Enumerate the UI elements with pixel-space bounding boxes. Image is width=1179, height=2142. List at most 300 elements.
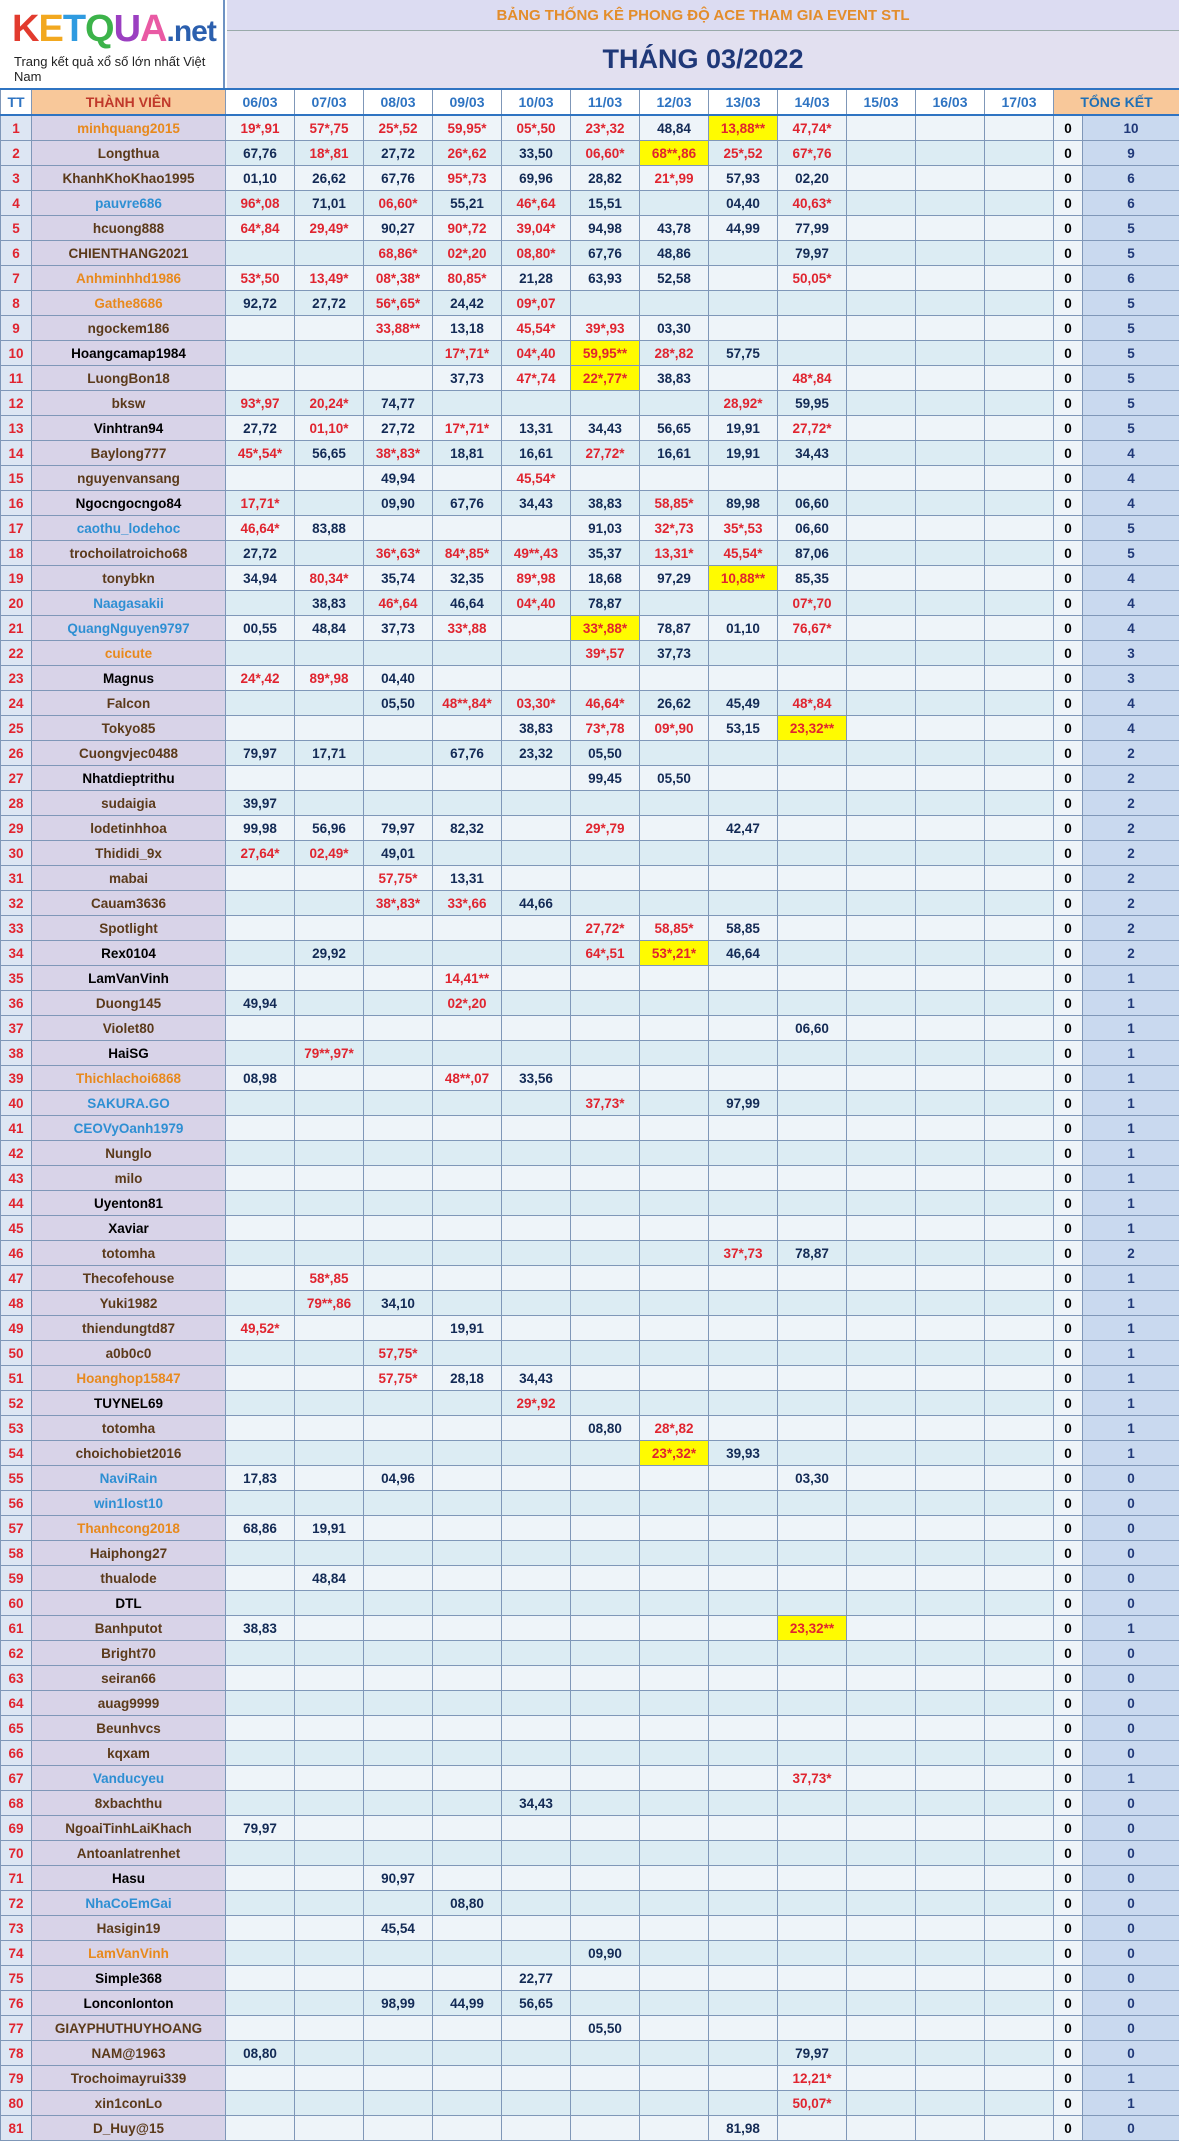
member-name[interactable]: SAKURA.GO: [32, 1091, 226, 1116]
day-cell: [502, 791, 571, 816]
day-cell: [847, 1616, 916, 1641]
day-cell: [778, 741, 847, 766]
day-cell: 38,83: [640, 366, 709, 391]
member-name[interactable]: Hasu: [32, 1866, 226, 1891]
day-cell: 48,84: [640, 115, 709, 141]
day-cell: [778, 791, 847, 816]
day-cell: [709, 966, 778, 991]
table-row: [1, 1766, 1179, 1791]
total-count-a: 0: [1054, 941, 1083, 966]
day-cell: [571, 1766, 640, 1791]
day-cell: [226, 316, 295, 341]
member-name[interactable]: LuongBon18: [32, 366, 226, 391]
total-count-b: 4: [1083, 491, 1179, 516]
total-count-a: 0: [1054, 166, 1083, 191]
day-cell: [226, 1191, 295, 1216]
total-count-b: 5: [1083, 416, 1179, 441]
day-cell: [778, 641, 847, 666]
day-cell: [571, 1116, 640, 1141]
day-cell: [295, 1216, 364, 1241]
member-name[interactable]: TUYNEL69: [32, 1391, 226, 1416]
day-cell: [502, 766, 571, 791]
total-count-a: 0: [1054, 566, 1083, 591]
day-cell: [916, 1116, 985, 1141]
day-cell: [571, 1216, 640, 1241]
day-cell: 03,30: [778, 1466, 847, 1491]
day-cell: [985, 1666, 1054, 1691]
member-name[interactable]: Baylong777: [32, 441, 226, 466]
member-name[interactable]: tonybkn: [32, 566, 226, 591]
day-cell: [433, 1866, 502, 1891]
member-name[interactable]: Vanducyeu: [32, 1766, 226, 1791]
member-name[interactable]: seiran66: [32, 1666, 226, 1691]
day-cell: [778, 1691, 847, 1716]
member-name[interactable]: Rex0104: [32, 941, 226, 966]
member-name[interactable]: CEOVyOanh1979: [32, 1116, 226, 1141]
member-name[interactable]: Antoanlatrenhet: [32, 1841, 226, 1866]
day-cell: [295, 1791, 364, 1816]
total-count-a: 0: [1054, 1116, 1083, 1141]
day-cell: [916, 1391, 985, 1416]
day-cell: [364, 991, 433, 1016]
day-cell: [502, 1916, 571, 1941]
day-cell: 99,98: [226, 816, 295, 841]
day-cell: 33,56: [502, 1066, 571, 1091]
member-name[interactable]: Cauam3636: [32, 891, 226, 916]
day-cell: [502, 1216, 571, 1241]
day-cell: 90,97: [364, 1866, 433, 1891]
member-name[interactable]: Magnus: [32, 666, 226, 691]
day-cell: [502, 2116, 571, 2141]
member-name[interactable]: NaviRain: [32, 1466, 226, 1491]
day-cell: 47,74*: [778, 115, 847, 141]
row-number: 5: [1, 216, 32, 241]
member-name[interactable]: Uyenton81: [32, 1191, 226, 1216]
member-name[interactable]: kqxam: [32, 1741, 226, 1766]
member-name[interactable]: Haiphong27: [32, 1541, 226, 1566]
day-cell: [295, 2041, 364, 2066]
table-row: [1, 115, 1179, 141]
member-name[interactable]: Hoanghop15847: [32, 1366, 226, 1391]
member-name[interactable]: QuangNguyen9797: [32, 616, 226, 641]
row-number: 1: [1, 115, 32, 141]
day-cell: [640, 1041, 709, 1066]
total-count-b: 1: [1083, 1091, 1179, 1116]
day-cell: 04,40: [364, 666, 433, 691]
day-cell: [847, 891, 916, 916]
member-name[interactable]: Trochoimayrui339: [32, 2066, 226, 2091]
day-cell: [433, 1791, 502, 1816]
table-row: [1, 1316, 1179, 1341]
member-name[interactable]: xin1conLo: [32, 2091, 226, 2116]
day-cell: [847, 866, 916, 891]
total-count-a: 0: [1054, 741, 1083, 766]
table-row: [1, 416, 1179, 441]
member-name[interactable]: Hasigin19: [32, 1916, 226, 1941]
day-cell: [985, 916, 1054, 941]
day-cell: [295, 1766, 364, 1791]
day-cell: [433, 766, 502, 791]
column-header-date: 15/03: [847, 89, 916, 115]
day-cell: 57,75*: [364, 1341, 433, 1366]
day-cell: [364, 1241, 433, 1266]
day-cell: 80,85*: [433, 266, 502, 291]
day-cell: [709, 891, 778, 916]
day-cell: [502, 1641, 571, 1666]
day-cell: [502, 1416, 571, 1441]
member-name[interactable]: lodetinhhoa: [32, 816, 226, 841]
member-name[interactable]: HaiSG: [32, 1041, 226, 1066]
day-cell: 56,65: [640, 416, 709, 441]
row-number: 11: [1, 366, 32, 391]
day-cell: [709, 366, 778, 391]
total-count-a: 0: [1054, 791, 1083, 816]
day-cell: 21*,99: [640, 166, 709, 191]
day-cell: 24*,42: [226, 666, 295, 691]
day-cell: [502, 666, 571, 691]
day-cell: [364, 516, 433, 541]
member-name[interactable]: D_Huy@15: [32, 2116, 226, 2141]
total-count-a: 0: [1054, 2066, 1083, 2091]
day-cell: [847, 1491, 916, 1516]
day-cell: 48,84: [295, 616, 364, 641]
day-cell: 67,76: [571, 241, 640, 266]
member-name[interactable]: Thididi_9x: [32, 841, 226, 866]
member-name[interactable]: Yuki1982: [32, 1291, 226, 1316]
row-number: 23: [1, 666, 32, 691]
day-cell: [778, 1216, 847, 1241]
day-cell: [709, 1566, 778, 1591]
day-cell: [502, 1241, 571, 1266]
day-cell: 99,45: [571, 766, 640, 791]
day-cell: [778, 1791, 847, 1816]
member-name[interactable]: thualode: [32, 1566, 226, 1591]
day-cell: [640, 966, 709, 991]
day-cell: [778, 841, 847, 866]
day-cell: [364, 1016, 433, 1041]
row-number: 47: [1, 1266, 32, 1291]
member-name[interactable]: Cuongvjec0488: [32, 741, 226, 766]
day-cell: 20,24*: [295, 391, 364, 416]
total-count-a: 0: [1054, 1366, 1083, 1391]
member-name[interactable]: Anhminhhd1986: [32, 266, 226, 291]
day-cell: [709, 1466, 778, 1491]
row-number: 42: [1, 1141, 32, 1166]
day-cell: [916, 2041, 985, 2066]
day-cell: 05,50: [571, 741, 640, 766]
total-count-a: 0: [1054, 316, 1083, 341]
day-cell: [571, 1316, 640, 1341]
day-cell: [916, 741, 985, 766]
day-cell: [502, 1466, 571, 1491]
member-name[interactable]: mabai: [32, 866, 226, 891]
member-name[interactable]: Vinhtran94: [32, 416, 226, 441]
column-header-date: 12/03: [640, 89, 709, 115]
total-count-b: 1: [1083, 2066, 1179, 2091]
member-name[interactable]: choichobiet2016: [32, 1441, 226, 1466]
member-name[interactable]: Ngocngocngo84: [32, 491, 226, 516]
day-cell: [295, 691, 364, 716]
day-cell: [709, 1041, 778, 1066]
day-cell: [847, 2116, 916, 2141]
day-cell: [985, 1416, 1054, 1441]
day-cell: [778, 1941, 847, 1966]
day-cell: [847, 1041, 916, 1066]
member-name[interactable]: Tokyo85: [32, 716, 226, 741]
table-row: [1, 2016, 1179, 2041]
member-name[interactable]: sudaigia: [32, 791, 226, 816]
day-cell: [640, 1016, 709, 1041]
member-name[interactable]: DTL: [32, 1591, 226, 1616]
member-name[interactable]: totomha: [32, 1416, 226, 1441]
table-row: [1, 791, 1179, 816]
member-name[interactable]: NAM@1963: [32, 2041, 226, 2066]
day-cell: [985, 1516, 1054, 1541]
day-cell: [985, 1541, 1054, 1566]
day-cell: [985, 1966, 1054, 1991]
day-cell: [571, 841, 640, 866]
day-cell: [364, 1141, 433, 1166]
day-cell: 46*,64: [502, 191, 571, 216]
day-cell: [709, 1966, 778, 1991]
day-cell: [709, 1341, 778, 1366]
day-cell: [364, 2041, 433, 2066]
day-cell: [364, 1716, 433, 1741]
day-cell: [847, 716, 916, 741]
day-cell: [985, 115, 1054, 141]
member-name[interactable]: Naagasakii: [32, 591, 226, 616]
total-count-a: 0: [1054, 441, 1083, 466]
member-name[interactable]: cuicute: [32, 641, 226, 666]
day-cell: [502, 616, 571, 641]
member-name[interactable]: LamVanVinh: [32, 1941, 226, 1966]
table-row: [1, 341, 1179, 366]
day-cell: [226, 366, 295, 391]
member-name[interactable]: LamVanVinh: [32, 966, 226, 991]
member-name[interactable]: Lonconlonton: [32, 1991, 226, 2016]
ketqua-logo[interactable]: [0, 0, 225, 88]
day-cell: [226, 1916, 295, 1941]
day-cell: [295, 2066, 364, 2091]
day-cell: [433, 1541, 502, 1566]
day-cell: [847, 1216, 916, 1241]
day-cell: [778, 1641, 847, 1666]
member-name[interactable]: Longthua: [32, 141, 226, 166]
row-number: 77: [1, 2016, 32, 2041]
day-cell: [226, 1641, 295, 1666]
total-count-b: 3: [1083, 666, 1179, 691]
row-number: 7: [1, 266, 32, 291]
day-cell: 13,49*: [295, 266, 364, 291]
member-name[interactable]: Thichlachoi6868: [32, 1066, 226, 1091]
day-cell: [916, 1716, 985, 1741]
member-name[interactable]: Violet80: [32, 1016, 226, 1041]
day-cell: [571, 991, 640, 1016]
day-cell: 64*,51: [571, 941, 640, 966]
total-count-b: 4: [1083, 616, 1179, 641]
day-cell: 02*,20: [433, 241, 502, 266]
row-number: 67: [1, 1766, 32, 1791]
day-cell: 84*,85*: [433, 541, 502, 566]
day-cell: [847, 1466, 916, 1491]
member-name[interactable]: Nunglo: [32, 1141, 226, 1166]
day-cell: [709, 1641, 778, 1666]
day-cell: [226, 1866, 295, 1891]
member-name[interactable]: milo: [32, 1166, 226, 1191]
member-name[interactable]: Duong145: [32, 991, 226, 1016]
day-cell: [709, 1941, 778, 1966]
member-name[interactable]: minhquang2015: [32, 115, 226, 141]
day-cell: [778, 916, 847, 941]
day-cell: [433, 2016, 502, 2041]
day-cell: [295, 241, 364, 266]
table-row: [1, 216, 1179, 241]
day-cell: [709, 991, 778, 1016]
day-cell: 55,21: [433, 191, 502, 216]
day-cell: [847, 1391, 916, 1416]
day-cell: [709, 1416, 778, 1441]
day-cell: [985, 1441, 1054, 1466]
member-name[interactable]: totomha: [32, 1241, 226, 1266]
day-cell: [916, 1266, 985, 1291]
day-cell: 57,75: [709, 341, 778, 366]
member-name[interactable]: a0b0c0: [32, 1341, 226, 1366]
column-header-date: 13/03: [709, 89, 778, 115]
day-cell: 81,98: [709, 2116, 778, 2141]
member-name[interactable]: Gathe8686: [32, 291, 226, 316]
member-name[interactable]: Bright70: [32, 1641, 226, 1666]
member-name[interactable]: bksw: [32, 391, 226, 416]
member-name[interactable]: Nhatdieptrithu: [32, 766, 226, 791]
day-cell: [847, 1016, 916, 1041]
day-cell: [916, 1341, 985, 1366]
member-name[interactable]: pauvre686: [32, 191, 226, 216]
member-name[interactable]: 8xbachthu: [32, 1791, 226, 1816]
member-name[interactable]: Thanhcong2018: [32, 1516, 226, 1541]
member-name[interactable]: Xaviar: [32, 1216, 226, 1241]
day-cell: [640, 1216, 709, 1241]
day-cell: 35,37: [571, 541, 640, 566]
day-cell: [640, 741, 709, 766]
member-name[interactable]: nguyenvansang: [32, 466, 226, 491]
day-cell: 90*,72: [433, 216, 502, 241]
day-cell: [778, 1816, 847, 1841]
member-name[interactable]: ngockem186: [32, 316, 226, 341]
table-row: [1, 1741, 1179, 1766]
day-cell: 47*,74: [502, 366, 571, 391]
day-cell: [778, 1991, 847, 2016]
day-cell: [847, 441, 916, 466]
day-cell: [433, 1441, 502, 1466]
member-name[interactable]: Beunhvcs: [32, 1716, 226, 1741]
day-cell: [226, 2016, 295, 2041]
day-cell: [847, 641, 916, 666]
day-cell: 09,90: [364, 491, 433, 516]
column-header-member: THÀNH VIÊN: [32, 89, 226, 115]
day-cell: 23*,32: [571, 115, 640, 141]
total-count-b: 5: [1083, 216, 1179, 241]
member-name[interactable]: CHIENTHANG2021: [32, 241, 226, 266]
day-cell: [778, 2116, 847, 2141]
total-count-a: 0: [1054, 1416, 1083, 1441]
day-cell: 39,93: [709, 1441, 778, 1466]
column-header-date: 08/03: [364, 89, 433, 115]
member-name[interactable]: Simple368: [32, 1966, 226, 1991]
member-name[interactable]: Banhputot: [32, 1616, 226, 1641]
member-name[interactable]: caothu_lodehoc: [32, 516, 226, 541]
total-count-a: 0: [1054, 291, 1083, 316]
day-cell: [985, 1941, 1054, 1966]
day-cell: [226, 691, 295, 716]
member-name[interactable]: Spotlight: [32, 916, 226, 941]
day-cell: [778, 1566, 847, 1591]
day-cell: [433, 2116, 502, 2141]
member-name[interactable]: auag9999: [32, 1691, 226, 1716]
member-name[interactable]: NhaCoEmGai: [32, 1891, 226, 1916]
day-cell: [916, 391, 985, 416]
day-cell: [778, 466, 847, 491]
day-cell: [502, 1116, 571, 1141]
day-cell: 06,60: [778, 516, 847, 541]
day-cell: [985, 1391, 1054, 1416]
total-count-a: 0: [1054, 541, 1083, 566]
day-cell: [502, 1016, 571, 1041]
day-cell: [295, 1616, 364, 1641]
day-cell: [985, 1016, 1054, 1041]
day-cell: 13,88**: [709, 115, 778, 141]
total-count-a: 0: [1054, 591, 1083, 616]
total-count-b: 1: [1083, 1216, 1179, 1241]
day-cell: [847, 1691, 916, 1716]
member-name[interactable]: Hoangcamap1984: [32, 341, 226, 366]
day-cell: [433, 2066, 502, 2091]
member-name[interactable]: Thecofehouse: [32, 1266, 226, 1291]
member-name[interactable]: win1lost10: [32, 1491, 226, 1516]
total-count-b: 5: [1083, 516, 1179, 541]
total-count-b: 0: [1083, 1591, 1179, 1616]
day-cell: [847, 1066, 916, 1091]
row-number: 55: [1, 1466, 32, 1491]
day-cell: [709, 1141, 778, 1166]
day-cell: [502, 1666, 571, 1691]
member-name[interactable]: NgoaiTinhLaiKhach: [32, 1816, 226, 1841]
total-count-b: 0: [1083, 2041, 1179, 2066]
member-name[interactable]: KhanhKhoKhao1995: [32, 166, 226, 191]
day-cell: [640, 1641, 709, 1666]
day-cell: 28,82: [571, 166, 640, 191]
day-cell: [847, 841, 916, 866]
day-cell: [916, 1691, 985, 1716]
day-cell: [709, 1741, 778, 1766]
day-cell: [847, 1841, 916, 1866]
row-number: 35: [1, 966, 32, 991]
total-count-b: 2: [1083, 866, 1179, 891]
day-cell: [916, 115, 985, 141]
member-name[interactable]: GIAYPHUTHUYHOANG: [32, 2016, 226, 2041]
day-cell: [364, 1791, 433, 1816]
member-name[interactable]: hcuong888: [32, 216, 226, 241]
day-cell: [985, 441, 1054, 466]
row-number: 53: [1, 1416, 32, 1441]
member-name[interactable]: Falcon: [32, 691, 226, 716]
day-cell: [295, 1541, 364, 1566]
total-count-b: 0: [1083, 2116, 1179, 2141]
member-name[interactable]: thiendungtd87: [32, 1316, 226, 1341]
day-cell: [502, 1891, 571, 1916]
table-row: [1, 1441, 1179, 1466]
member-name[interactable]: trochoilatroicho68: [32, 541, 226, 566]
day-cell: 23*,32*: [640, 1441, 709, 1466]
